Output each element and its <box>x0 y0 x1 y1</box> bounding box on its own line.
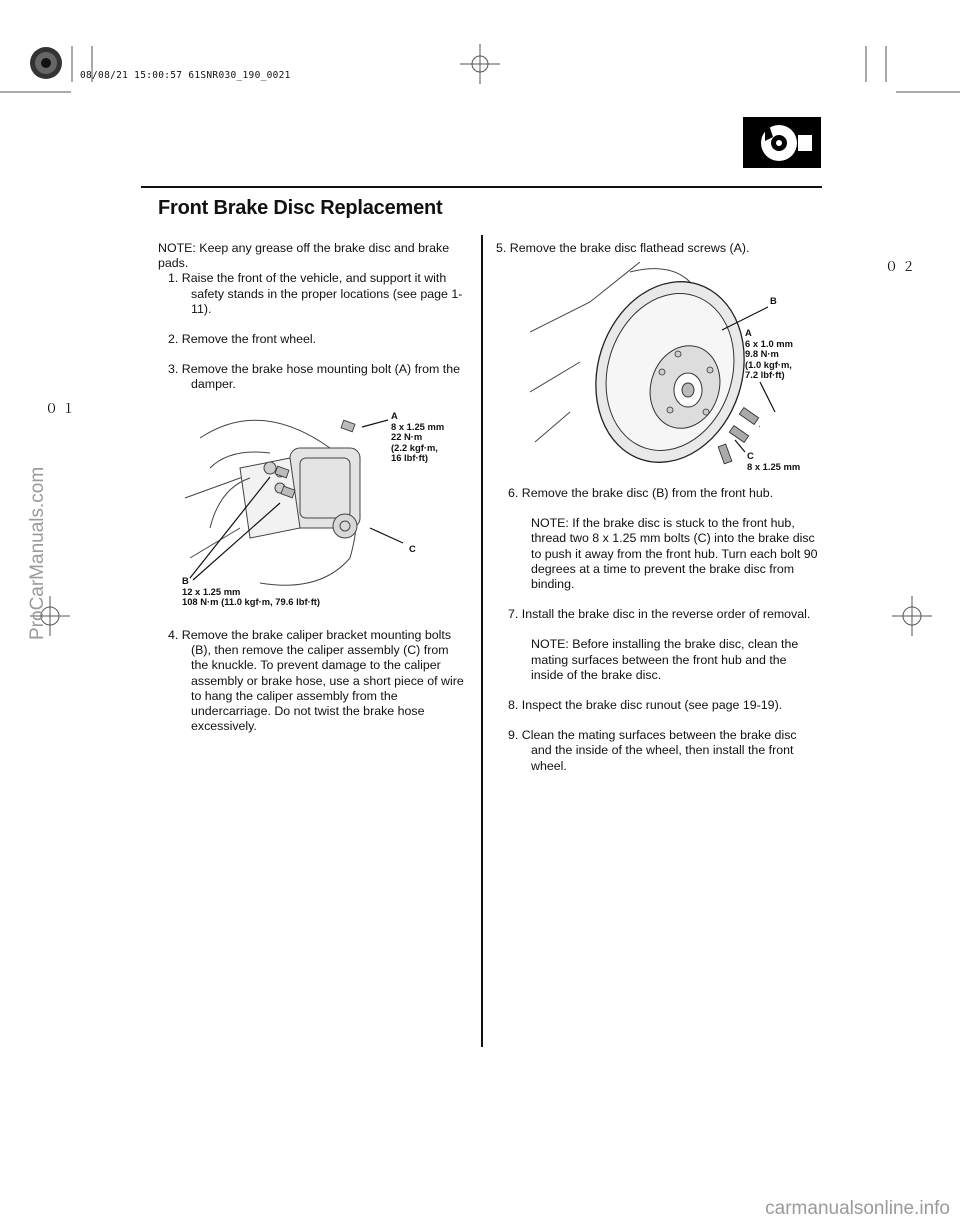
disc-label-b: B <box>770 295 777 306</box>
step-4: 4. Remove the brake caliper bracket mounting bolts (B), then remove the caliper assembly (C) from the knuckle. To prevent damage to the caliper assembly or brake hose, use a short piece of wire to hang the caliper assembly from the undercarriage. Do not twist the brake hose excessively. <box>168 628 464 734</box>
step-7: 7. Install the brake disc in the reverse order of removal. <box>508 607 811 622</box>
step-3: 3. Remove the brake hose mounting bolt (A) from the damper. <box>168 362 461 392</box>
step-1: 1. Raise the front of the vehicle, and support it with safety stands in the proper locations (see page 1-11). <box>168 271 463 316</box>
step-5: 5. Remove the brake disc flathead screws (A). <box>496 241 750 255</box>
step-7-note: NOTE: Before installing the brake disc, clean the mating surfaces between the front hub and the inside of the brake disc. <box>531 637 799 682</box>
caliper-label-b: B 12 x 1.25 mm 108 N·m (11.0 kgf·m, 79.6 lbf·ft) <box>182 575 321 607</box>
print-stamp: 08/08/21 15:00:57 61SNR030_190_0021 <box>80 70 291 81</box>
caliper-label-a: A 8 x 1.25 mm 22 N·m (2.2 kgf·m, 16 lbf·ft) <box>391 410 445 463</box>
step-9: 9. Clean the mating surfaces between the brake disc and the inside of the wheel, then install the front wheel. <box>508 728 797 773</box>
watermark-bottom: carmanualsonline.info <box>765 1198 950 1219</box>
right-column-lower <box>508 486 818 774</box>
note-grease: NOTE: Keep any grease off the brake disc and brake pads. <box>158 241 450 271</box>
step-6-note: NOTE: If the brake disc is stuck to the front hub, thread two 8 x 1.25 mm bolts (C) into the brake disc to push it away from the front hub. Turn each bolt 90 degrees at a time to prevent the brake disc from binding. <box>531 516 818 592</box>
step-6: 6. Remove the brake disc (B) from the front hub. <box>508 486 774 500</box>
disc-label-a: A 6 x 1.0 mm 9.8 N·m (1.0 kgf·m, 7.2 lbf·ft) <box>745 327 793 380</box>
side-mark-left: ０１ <box>45 402 80 417</box>
step-2: 2. Remove the front wheel. <box>168 332 317 347</box>
disc-label-c: C 8 x 1.25 mm <box>747 450 801 472</box>
page-title: Front Brake Disc Replacement <box>158 197 443 219</box>
caliper-label-c: C <box>409 543 416 554</box>
watermark-left: ProCarManuals.com <box>27 466 48 640</box>
side-mark-right: ０２ <box>885 260 920 275</box>
step-8: 8. Inspect the brake disc runout (see page 19-19). <box>508 698 783 713</box>
